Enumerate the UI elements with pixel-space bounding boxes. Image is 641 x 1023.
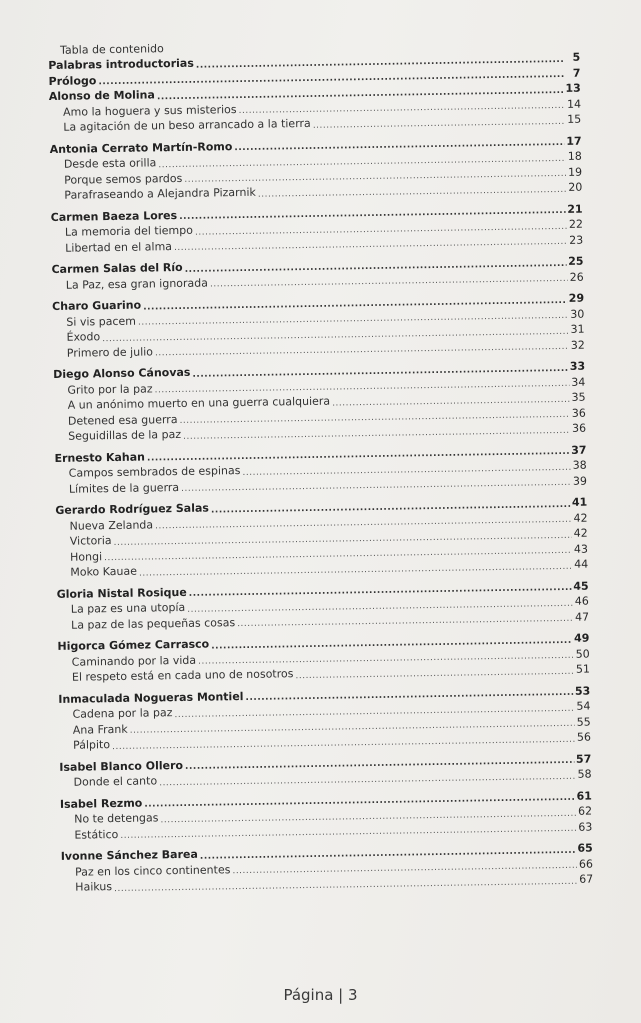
toc-section — [51, 201, 584, 256]
page-number: 65 — [577, 841, 593, 855]
poem-title: Si vis pacem — [66, 314, 137, 329]
dot-leader — [237, 613, 573, 630]
poem-title: Victoria — [69, 534, 112, 548]
poem-title: La paz de las pequeñas cosas — [71, 615, 236, 632]
toc-title: Tabla de contenido — [59, 42, 164, 57]
author-name: Isabel Rezmo — [59, 796, 143, 811]
poem-title: Donde el canto — [73, 774, 158, 789]
page-number: 58 — [577, 767, 592, 781]
page-number: 34 — [571, 375, 586, 389]
poem-title: La memoria del tiempo — [64, 223, 194, 239]
dot-leader — [295, 665, 574, 681]
page-number: 49 — [573, 631, 590, 645]
toc-section — [58, 683, 591, 753]
page-number: 57 — [575, 752, 592, 766]
toc-section — [50, 133, 583, 203]
page-number: 63 — [578, 820, 593, 834]
page-number: 14 — [566, 97, 582, 111]
page-number: 50 — [575, 647, 590, 661]
page-number: 37 — [571, 443, 587, 457]
poem-title: Cadena por la paz — [72, 706, 173, 721]
page-number: 18 — [567, 149, 582, 163]
page-number: 51 — [575, 662, 590, 676]
poem-title: Porque semos pardos — [64, 171, 183, 187]
poem-title: Estático — [74, 827, 119, 842]
toc-section — [57, 631, 590, 686]
poem-title: Paz en los cinco continentes — [74, 862, 231, 879]
poem-title: Grito por la paz — [67, 381, 153, 397]
poem-title: Desde esta orilla — [63, 156, 157, 171]
author-name: Isabel Blanco Ollero — [59, 758, 184, 774]
poem-title: Límites de la guerra — [68, 480, 180, 496]
dot-leader — [155, 341, 569, 359]
author-name: Diego Alonso Cánovas — [53, 365, 191, 381]
page-number: 19 — [567, 165, 583, 179]
page-number: 17 — [566, 134, 582, 148]
poem-title: Seguidillas de la paz — [68, 427, 182, 443]
page-number: 31 — [570, 322, 585, 336]
page-number: 42 — [573, 526, 588, 540]
page-number: 20 — [568, 180, 583, 194]
poem-title: Pálpito — [72, 738, 111, 752]
page-number: 42 — [573, 511, 588, 525]
page-number: 23 — [569, 233, 584, 247]
page-number: 54 — [576, 699, 591, 713]
poem-title: Amo la hoguera y sus misterios — [62, 102, 237, 119]
page-number: 67 — [579, 872, 594, 886]
page-number: 44 — [574, 557, 589, 571]
toc-section — [59, 751, 591, 790]
poem-title: Hongi — [69, 549, 103, 564]
page-number: 35 — [571, 390, 586, 404]
toc-section — [54, 442, 587, 497]
page-number: 21 — [567, 202, 583, 216]
page-number-footer: Página | 3 — [283, 986, 358, 1004]
toc-section — [52, 291, 585, 361]
poem-title: Parafraseando a Alejandra Pizarnik — [64, 185, 256, 202]
author-name: Carmen Salas del Río — [51, 260, 183, 276]
dot-leader — [139, 560, 572, 579]
poem-title: Libertad en el alma — [65, 239, 173, 255]
page-number: 55 — [576, 715, 591, 729]
page-number: 46 — [574, 594, 589, 608]
poem-title: Haikus — [75, 880, 113, 894]
author-name: Higorca Gómez Carrasco — [57, 637, 210, 653]
page-number: 33 — [569, 359, 586, 373]
page-number: 29 — [568, 291, 585, 305]
page-number: 56 — [576, 730, 592, 744]
poem-title: Detened esa guerra — [67, 412, 178, 428]
page-number: 15 — [567, 112, 582, 126]
page-number: 53 — [574, 684, 591, 698]
page-number: 66 — [578, 857, 594, 871]
author-name: Palabras introductorias — [48, 56, 194, 72]
page-number: 26 — [569, 270, 584, 284]
page-number: 25 — [568, 254, 584, 268]
author-name: Gloria Nistal Rosique — [56, 585, 187, 601]
dot-leader — [174, 236, 567, 254]
toc-section — [60, 788, 593, 843]
page-number: 7 — [572, 66, 581, 80]
poem-title: La Paz, esa gran ignorada — [65, 276, 209, 292]
author-name: Prólogo — [48, 73, 97, 88]
author-name: Gerardo Rodríguez Salas — [55, 501, 210, 517]
poem-title: A un anónimo muerto en una guerra cualquiera — [67, 394, 331, 412]
author-name: Ivonne Sánchez Barea — [60, 847, 198, 863]
dot-leader — [183, 424, 570, 442]
page-number: 5 — [572, 50, 581, 64]
page-number: 36 — [571, 421, 587, 435]
dot-leader — [112, 733, 575, 752]
page-number: 61 — [576, 789, 592, 803]
table-of-contents — [48, 36, 593, 896]
poem-title: Primero de julio — [66, 344, 154, 360]
dot-leader — [258, 183, 567, 200]
poem-title: La paz es una utopía — [70, 600, 186, 616]
page-number: 39 — [572, 474, 588, 488]
poem-title: No te detengas — [74, 811, 159, 826]
page-number: 62 — [578, 804, 593, 818]
toc-section — [51, 254, 583, 293]
page-number: 41 — [571, 495, 588, 509]
poem-title: Éxodo — [66, 330, 101, 344]
author-name: Inmaculada Nogueras Montiel — [58, 689, 244, 706]
poem-title: Ana Frank — [72, 722, 128, 737]
page-number: 47 — [574, 610, 590, 624]
poem-title: La agitación de un beso arrancado a la tierra — [63, 116, 311, 134]
page-number: 32 — [570, 338, 585, 352]
poem-title: Moko Kauae — [70, 564, 138, 579]
poem-title: Caminando por la vida — [71, 653, 197, 669]
poem-title: El respeto está en cada uno de nosotros — [71, 667, 294, 684]
poem-title: Nueva Zelanda — [69, 517, 154, 533]
page-number: 43 — [573, 542, 589, 556]
page-number: 38 — [572, 458, 587, 472]
page-number: 13 — [565, 81, 581, 95]
toc-entries — [48, 50, 593, 896]
dot-leader — [159, 770, 576, 789]
page-number: 22 — [568, 217, 583, 231]
author-name: Charo Guarino — [52, 298, 142, 313]
page-number: 30 — [570, 307, 585, 321]
page-number: 36 — [571, 406, 586, 420]
dot-leader — [120, 823, 576, 842]
author-name: Carmen Baeza Lores — [50, 208, 178, 224]
dot-leader — [181, 477, 571, 495]
author-name: Alonso de Molina — [48, 88, 155, 103]
dot-leader — [313, 115, 566, 131]
toc-section — [61, 841, 594, 896]
toc-section — [53, 359, 586, 445]
page-number: 45 — [573, 579, 589, 593]
author-name: Ernesto Kahan — [54, 450, 146, 465]
dot-leader — [114, 875, 577, 894]
dot-leader — [210, 273, 568, 291]
toc-section — [49, 81, 582, 136]
toc-section — [57, 578, 590, 633]
poem-title: Campos sembrados de espinas — [68, 464, 241, 480]
author-name: Antonia Cerrato Martín-Romo — [49, 139, 233, 156]
toc-section — [55, 495, 588, 581]
